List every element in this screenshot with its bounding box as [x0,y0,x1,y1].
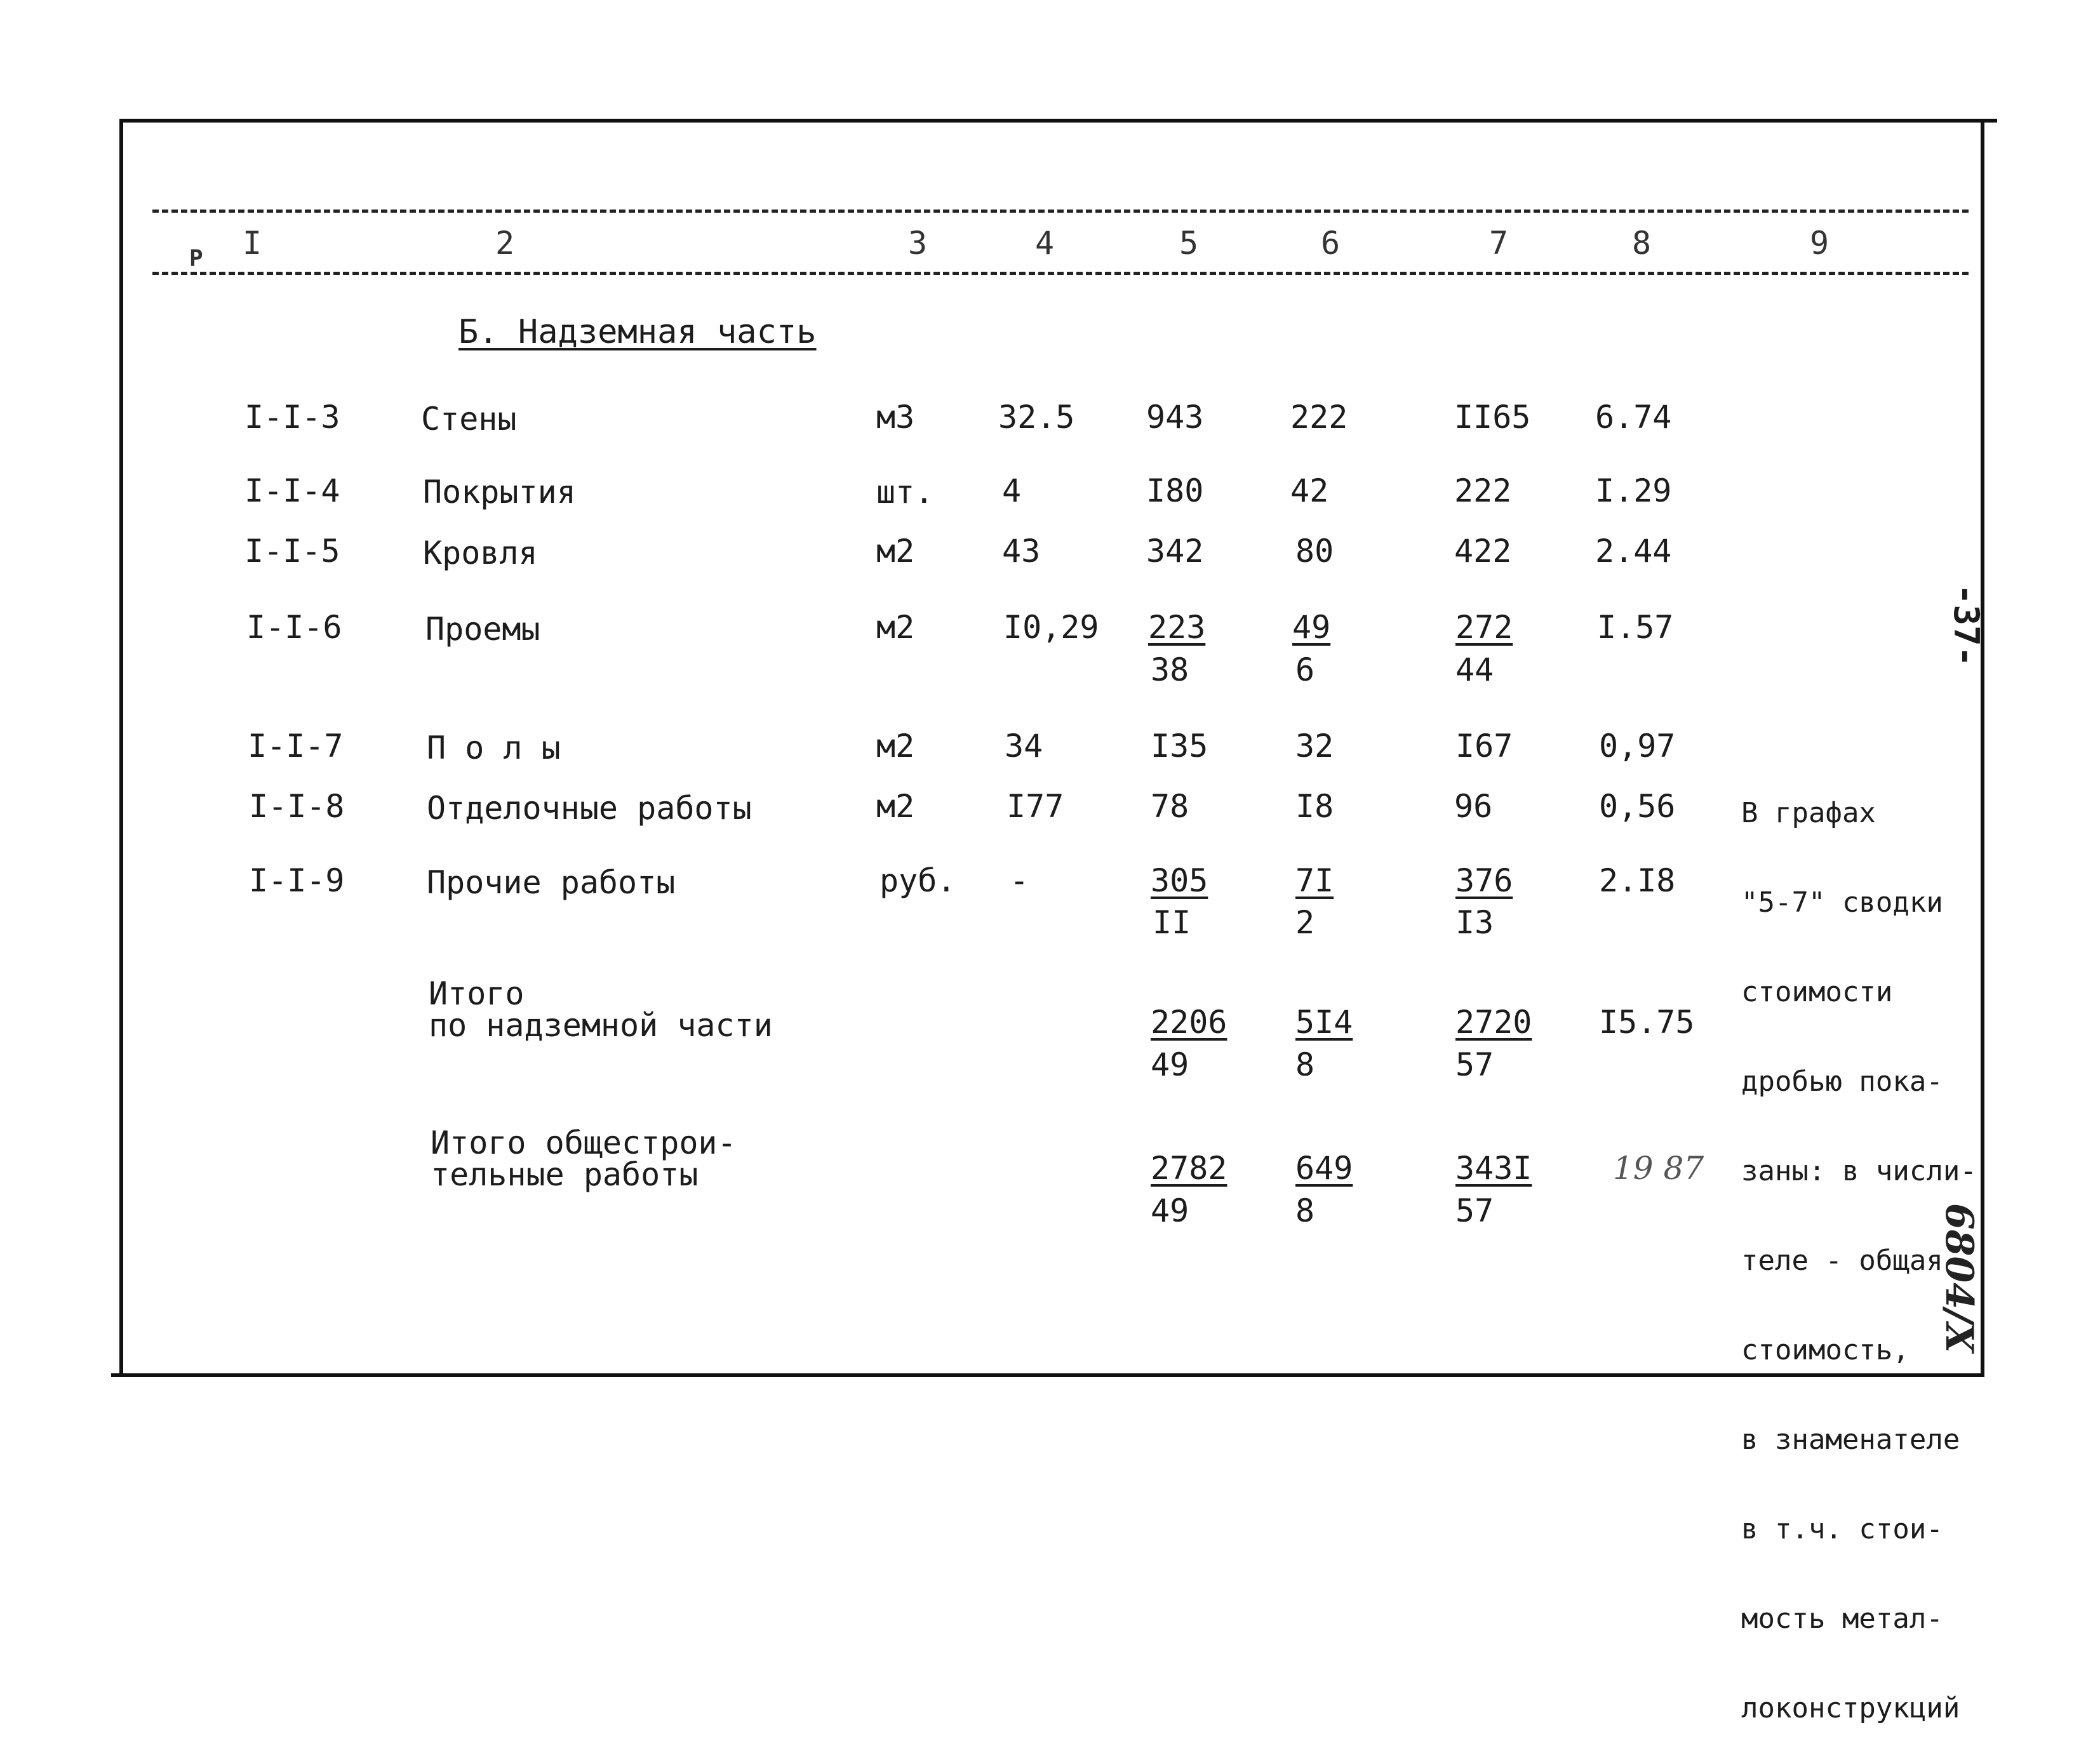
row-col6-denominator: 2 [1295,904,1315,941]
total-col8-handwritten: 19 87 [1613,1150,1704,1187]
row-col7-denominator: I3 [1455,904,1494,941]
row-qty: 34 [1005,728,1043,764]
row-col7-numerator: 272 [1455,609,1513,646]
row-col6: 80 [1295,533,1334,570]
header-mark: P [189,246,203,272]
row-name: Проемы [425,611,540,648]
header-rule-top [152,210,1969,213]
row-col5-numerator: 305 [1151,862,1208,899]
row-col6: I8 [1295,788,1334,825]
row-code: I-I-7 [248,728,344,764]
row-col7: 422 [1454,533,1512,570]
row-unit: м2 [876,728,915,764]
header-col-1: I [243,225,262,262]
total-col7-numerator: 2720 [1455,1004,1532,1041]
note-line: заны: в числи- [1741,1155,1977,1187]
header-col-2: 2 [495,225,515,262]
total-col6-denominator: 8 [1295,1046,1315,1083]
section-title: Б. Надземная часть [458,313,817,351]
header-col-6: 6 [1321,225,1341,262]
row-col6-denominator: 6 [1295,651,1315,688]
total-col6-denominator: 8 [1295,1192,1315,1229]
row-col6-numerator: 7I [1295,862,1334,899]
note-line: дробью пока- [1741,1065,1943,1098]
row-name: Кровля [423,535,538,571]
row-col7: I67 [1455,728,1513,764]
document-code: 6804/X [1937,1203,1981,1353]
header-col-9: 9 [1810,225,1829,262]
row-name: П о л ы [427,730,561,766]
header-rule-bottom [152,272,1969,275]
row-col6: 32 [1295,728,1334,764]
total-col6-numerator: 5I4 [1295,1004,1353,1041]
frame-top [121,119,1997,123]
row-col8: 2.44 [1595,533,1672,570]
total-col5-denominator: 49 [1151,1046,1189,1083]
frame-bottom [111,1373,1981,1377]
row-name: Прочие работы [427,864,676,901]
header-col-4: 4 [1035,225,1055,262]
page-number: -37- [1946,584,1986,667]
row-col8: 0,56 [1599,788,1676,825]
row-col7-denominator: 44 [1455,651,1494,688]
row-code: I-I-4 [244,472,340,509]
row-col5: 342 [1146,533,1204,570]
row-qty: 4 [1002,472,1022,509]
frame-right [1981,119,1984,1377]
row-qty: - [1010,862,1029,899]
note-line: в т.ч. стои- [1741,1513,1943,1545]
row-unit: м3 [876,399,915,436]
row-qty: I77 [1007,788,1064,825]
total-col8: I5.75 [1599,1004,1695,1041]
total-label-line2: тельные работы [431,1156,699,1193]
row-col8: I.29 [1595,472,1672,509]
row-col6: 222 [1290,399,1348,436]
total-col5-denominator: 49 [1151,1192,1189,1229]
row-name: Покрытия [423,474,576,510]
row-col6-numerator: 49 [1292,609,1331,646]
total-label-line1: Итого [429,975,525,1012]
row-col7: II65 [1454,399,1531,436]
total-label-line1: Итого общестрои- [431,1124,737,1161]
row-unit: м2 [876,788,915,825]
header-col-7: 7 [1489,225,1509,262]
note-line: мость метал- [1741,1603,1943,1635]
note-line: "5-7" сводки [1741,886,1943,919]
total-label-line2: по надземной части [429,1007,773,1044]
row-unit: шт. [876,474,934,510]
row-unit: м2 [876,533,915,570]
row-col5-denominator: 38 [1151,651,1189,688]
row-name: Отделочные работы [427,790,752,827]
header-col-3: 3 [908,225,928,262]
note-line: в знаменателе [1741,1423,1960,1456]
row-col8: 6.74 [1595,399,1672,436]
total-col7-denominator: 57 [1455,1046,1494,1083]
row-name: Стены [421,401,517,437]
row-col8: 0,97 [1599,728,1676,764]
row-col5: I80 [1146,472,1204,509]
total-col7-denominator: 57 [1455,1192,1494,1229]
frame-left [119,119,123,1377]
row-code: I-I-9 [249,862,345,899]
row-qty: 43 [1002,533,1041,570]
row-col5: 943 [1146,399,1204,436]
row-col7-numerator: 376 [1455,862,1513,899]
row-qty: I0,29 [1003,609,1099,646]
note-line: В графах [1741,797,1876,829]
note-line: стоимости [1741,976,1893,1008]
row-col7: 222 [1454,472,1512,509]
row-code: I-I-5 [244,533,340,570]
total-col5-numerator: 2782 [1151,1150,1227,1187]
row-col6: 42 [1290,472,1329,509]
row-col5: I35 [1151,728,1208,764]
row-qty: 32.5 [998,399,1075,436]
total-col5-numerator: 2206 [1151,1004,1227,1041]
note-line: стоимость, [1741,1334,1909,1366]
row-code: I-I-6 [246,609,342,646]
total-col6-numerator: 649 [1295,1150,1353,1187]
header-col-8: 8 [1632,225,1652,262]
row-code: I-I-3 [244,399,340,436]
note-line: локонструкций [1741,1692,1960,1724]
row-col5: 78 [1151,788,1189,825]
row-col5-numerator: 223 [1148,609,1206,646]
row-col5-denominator: II [1153,904,1191,941]
row-col7: 96 [1454,788,1493,825]
row-unit: м2 [876,609,915,646]
row-unit: руб. [879,862,956,899]
note-line: теле - общая [1741,1244,1943,1277]
row-code: I-I-8 [249,788,345,825]
total-col7-numerator: 343I [1455,1150,1532,1187]
row-col8: 2.I8 [1599,862,1676,899]
header-col-5: 5 [1179,225,1199,262]
row-col8: I.57 [1597,609,1674,646]
